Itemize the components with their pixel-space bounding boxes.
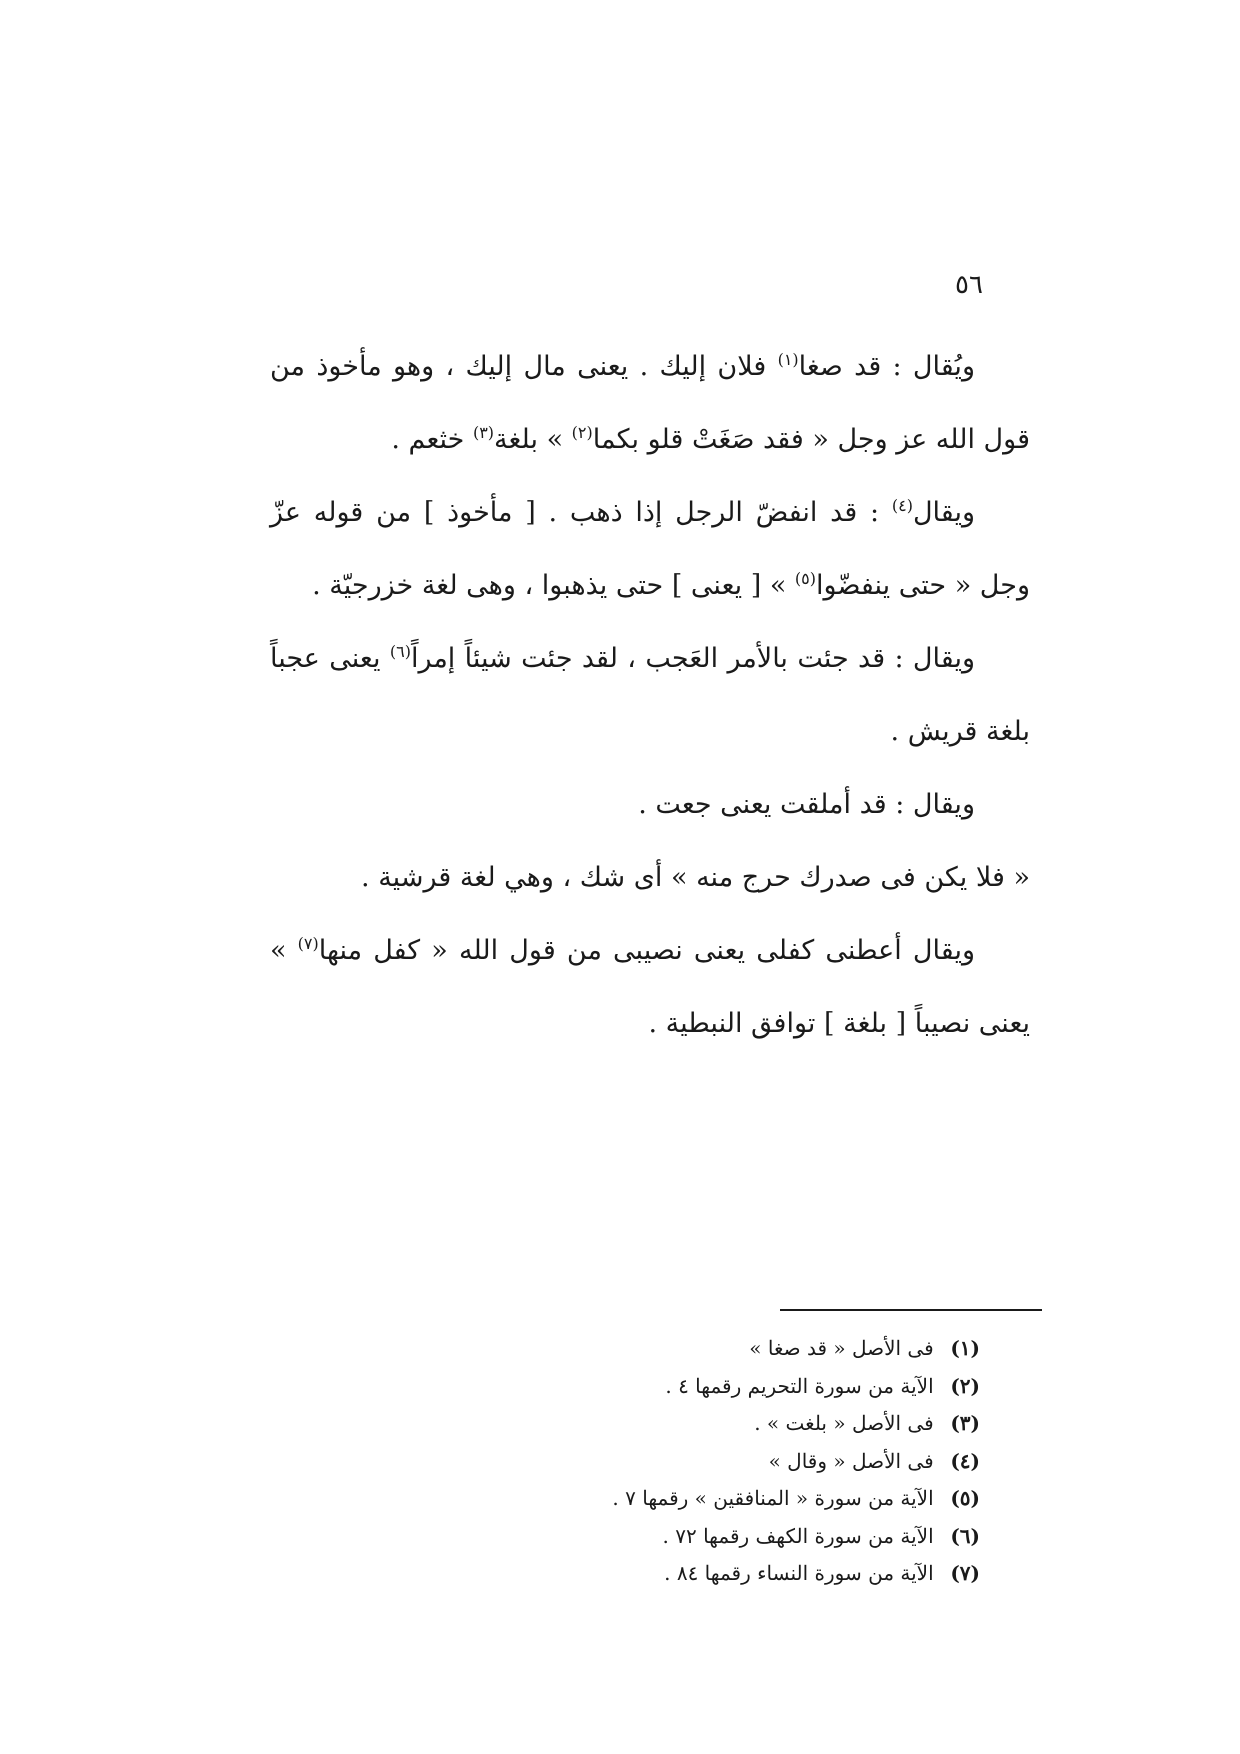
- footnote-text: فى الأصل « وقال »: [768, 1448, 934, 1473]
- text-run: « فلا يكن فى صدرك حرج منه » أى شك ، وهي لغة قرشية .: [361, 862, 1030, 893]
- footnote-text: الآية من سورة النساء رقمها ٨٤ .: [664, 1561, 934, 1585]
- text-run: ويقال : قد أملقت يعنى جعت .: [638, 789, 975, 820]
- footnote-number: (٢): [950, 1373, 980, 1398]
- footnote-item: [400, 1405, 980, 1443]
- footnote-marker: (٤): [891, 496, 913, 515]
- footnote-marker: (٢): [571, 423, 593, 442]
- footnote-text: فى الأصل « بلغت » .: [754, 1411, 934, 1435]
- footnote-text: الآية من سورة التحريم رقمها ٤ .: [665, 1373, 934, 1398]
- footnote-number: (١): [950, 1336, 980, 1360]
- text-run: » [ يعنى ] حتى يذهبوا ، وهى لغة خزرجيّة .: [312, 570, 795, 601]
- footnote-marker: (٥): [794, 569, 817, 588]
- text-run: فلان إليك . يعنى مال إليك ، وهو مأخوذ من قول الله عز وجل « فقد صَغَتْ قلو بكما: [270, 351, 1030, 455]
- footnote-item: [400, 1330, 980, 1368]
- paragraph: [270, 622, 1030, 768]
- footnote-text: فى الأصل « قد صغا »: [749, 1336, 934, 1360]
- footnote-item: [400, 1480, 980, 1518]
- paragraph: [270, 476, 1030, 622]
- footnote-text: الآية من سورة الكهف رقمها ٧٢ .: [662, 1523, 934, 1548]
- text-run: » بلغة: [494, 424, 572, 455]
- footnote-item: [400, 1443, 980, 1481]
- text-run: : قد انفضّ الرجل إذا ذهب . [ مأخوذ ] من قوله عزّ وجل « حتى ينفضّوا: [270, 497, 1030, 601]
- footnote-number: (٧): [950, 1561, 980, 1585]
- paragraph: [270, 330, 1030, 476]
- text-run: ويقال أعطنى كفلى يعنى نصيبى من قول الله « كفل منها: [318, 935, 975, 966]
- main-text: [270, 330, 1030, 1060]
- paragraph: [270, 914, 1030, 1060]
- paragraph: [270, 768, 1030, 841]
- page-number: ٥٦: [955, 270, 983, 300]
- text-run: » يعنى نصيباً [ بلغة ] توافق النبطية .: [270, 935, 1030, 1039]
- text-run: يعنى عجباً بلغة قريش .: [270, 643, 1030, 747]
- footnote-marker: (٣): [472, 423, 495, 442]
- footnote-marker: (٦): [389, 642, 411, 661]
- footnote-marker: (١): [777, 350, 799, 369]
- footnote-marker: (٧): [297, 934, 319, 953]
- footnote-item: [400, 1555, 980, 1593]
- footnote-divider: [780, 1309, 1042, 1311]
- footnote-item: [400, 1368, 980, 1406]
- footnote-number: (٥): [950, 1486, 980, 1510]
- text-run: ويُقال : قد صغا: [798, 351, 975, 382]
- text-run: خثعم .: [391, 424, 473, 455]
- footnote-number: (٦): [950, 1523, 980, 1548]
- footnote-text: الآية من سورة « المنافقين » رقمها ٧ .: [612, 1486, 934, 1510]
- footnote-number: (٤): [950, 1448, 980, 1473]
- text-run: ويقال: [912, 497, 975, 528]
- footnote-number: (٣): [950, 1411, 980, 1435]
- paragraph: [270, 841, 1030, 914]
- footnotes-list: [400, 1330, 980, 1593]
- text-run: ويقال : قد جئت بالأمر العَجب ، لقد جئت شيئاً إمراً: [410, 643, 975, 674]
- footnote-item: [400, 1518, 980, 1556]
